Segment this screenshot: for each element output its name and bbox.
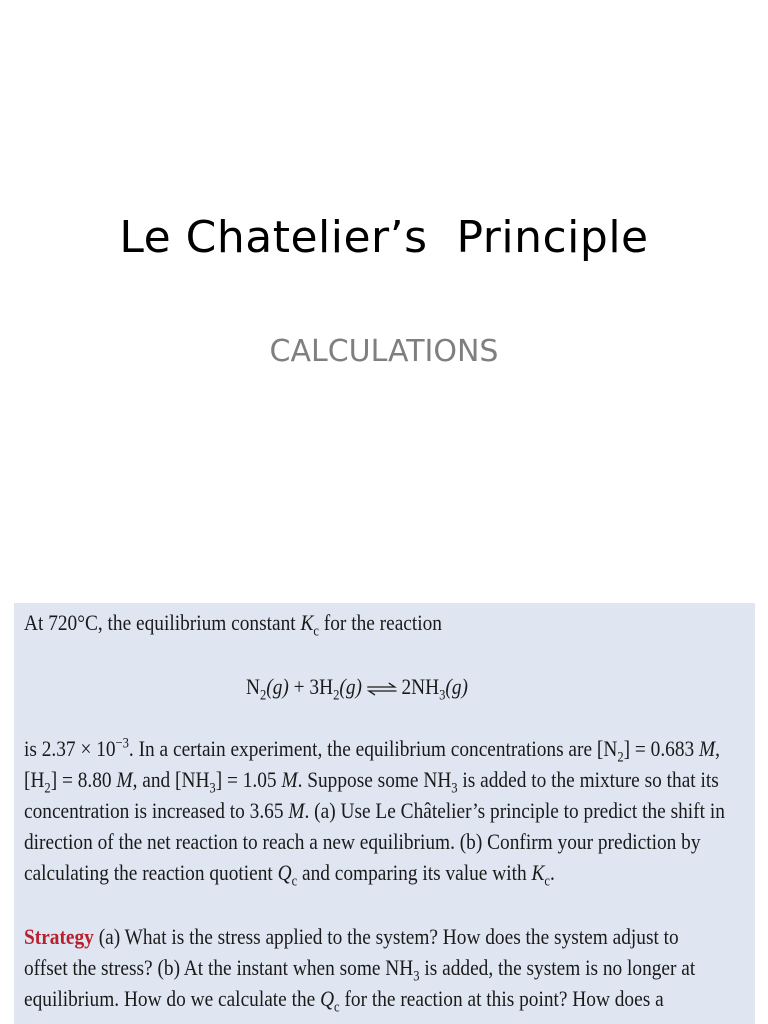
strategy-line-2: offset the stress? (b) At the instant when some $NH_3$ is added, the system is no longer at — [24, 955, 696, 985]
equilibrium-arrow-icon — [365, 682, 398, 696]
slide-title: Le Chatelier’s Principle — [119, 212, 649, 263]
problem-line-5: concentration is increased to 3.65 M. (a) Use Le Châtelier’s principle to predict the shift in — [24, 798, 725, 823]
strategy-line-1: Strategy (a) What is the stress applied to the system? How does the system adjust to — [24, 924, 679, 949]
reaction-equation: $N_2(g) + 3H_2(g)$ $2NH_3(g)$ — [246, 674, 469, 704]
strategy-line-3: equilibrium. How do we calculate the $Q_c$ for the reaction at this point? How does a — [24, 986, 664, 1016]
problem-line-1: At 720°C, the equilibrium constant $K_c$ for the reaction — [24, 610, 442, 640]
problem-line-3: is $2.37 \times 10^{-3}$. In a certain experiment, the equilibrium concentrations are $[N_2] = 0.683$ M, — [24, 735, 720, 766]
problem-line-6: direction of the net reaction to reach a new equilibrium. (b) Confirm your prediction by — [24, 829, 701, 854]
problem-box — [14, 603, 755, 1024]
strategy-label: Strategy — [24, 924, 94, 949]
problem-line-7: calculating the reaction quotient $Q_c$ and comparing its value with $K_c$. — [24, 860, 555, 890]
slide-subtitle: CALCULATIONS — [269, 334, 499, 369]
problem-line-4: $[H_2] = 8.80$ M, and $[NH_3] = 1.05$ M. Suppose some $NH_3$ is added to the mixture so that its — [24, 767, 719, 797]
